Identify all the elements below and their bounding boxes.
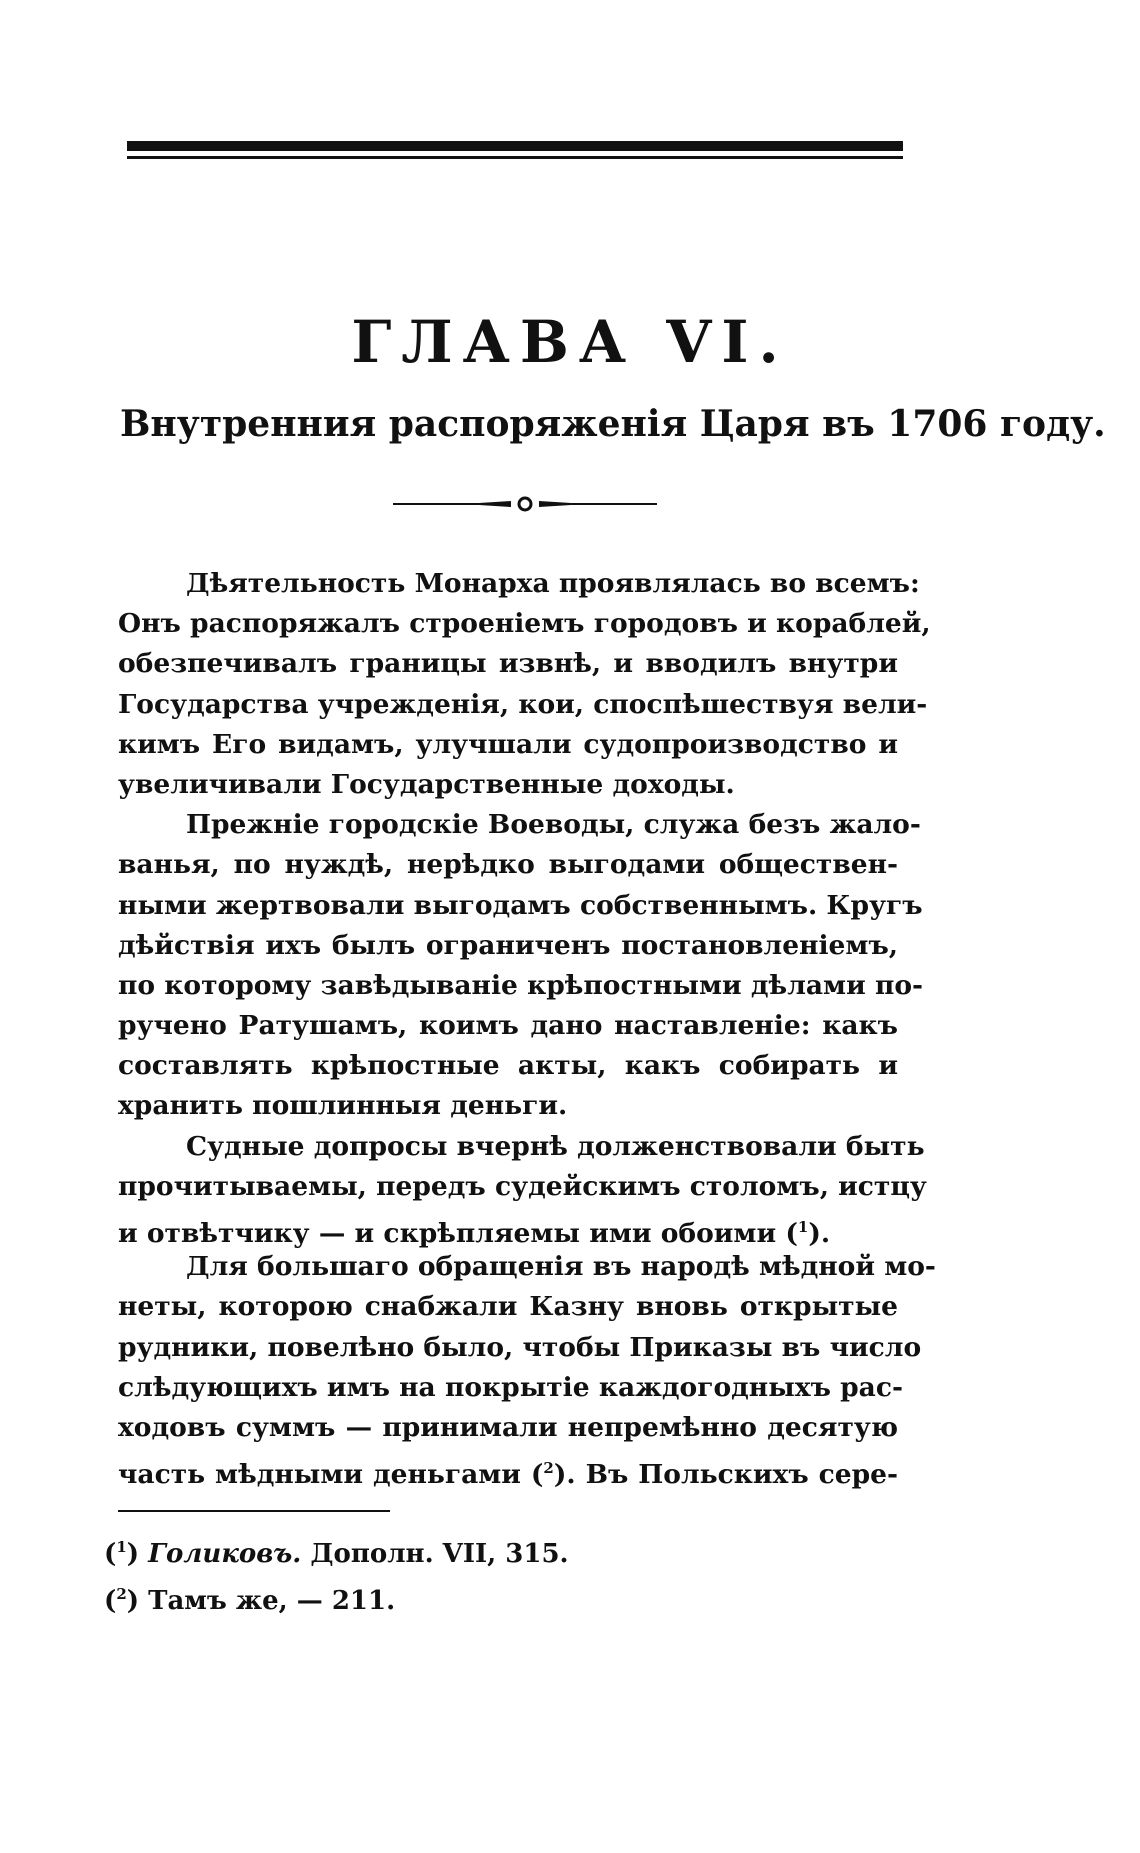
text-line: Онъ распоряжалъ строеніемъ городовъ и кораблей, [118, 608, 931, 640]
text-line: неты, которою снабжали Казну вновь открытые [118, 1291, 898, 1323]
footnote-text: Тамъ же, — 211. [148, 1586, 396, 1616]
paragraph-1 [118, 564, 931, 805]
text-fragment: и отвѣтчику — и скрѣпляемы ими обоими [118, 1218, 777, 1249]
footnote-source: Голиковъ. [148, 1539, 302, 1569]
text-line: Дѣятельность Монарха проявлялась во всемъ: [186, 568, 920, 599]
text-line: составлять крѣпостные акты, какъ собирать и [118, 1050, 898, 1082]
text-line: прочитываемы, передъ судейскимъ столомъ, истцу [118, 1170, 927, 1202]
text-line: Для большаго обращенія въ народѣ мѣдной мо- [186, 1251, 936, 1283]
footnote-2: ($^2$) Тамъ же, — 211. [104, 1585, 396, 1616]
text-line: ными жертвовали выгодамъ собственнымъ. Кругъ [118, 889, 923, 921]
text-line: дѣйствія ихъ былъ ограниченъ постановленіемъ, [118, 929, 898, 961]
text-line: слѣдующихъ имъ на покрытіе каждогодныхъ рас- [118, 1371, 903, 1403]
footnote-1: ($^1$) Голиковъ. Дополн. VII, 315. [104, 1538, 569, 1569]
text-line: Прежніе городскіе Воеводы, служа безъ жало- [186, 809, 921, 841]
text-line: ходовъ суммъ — принимали непремѣнно десятую [118, 1411, 898, 1443]
footnote-ref: 1 [797, 1218, 809, 1236]
footnote-text: Дополн. VII, 315. [310, 1539, 569, 1569]
footnote-number: 1 [116, 1538, 127, 1556]
text-line: ручено Ратушамъ, коимъ дано наставленіе: какъ [118, 1010, 898, 1042]
paragraph-3 [118, 1127, 927, 1249]
text-line: по которому завѣдываніе крѣпостными дѣлами по- [118, 969, 924, 1001]
text-line-with-note: часть мѣдными деньгами ($^2$). Въ Польскихъ сере- [118, 1459, 898, 1491]
footnote-ref: 2 [543, 1459, 554, 1478]
text-fragment: часть мѣдными деньгами [118, 1459, 521, 1491]
paragraph-4 [118, 1247, 936, 1491]
chapter-title: ГЛАВА VI. [351, 308, 789, 376]
text-line: обезпечивалъ границы извнѣ, и вводилъ внутри [118, 648, 898, 680]
chapter-subtitle: Внутренния распоряженія Царя въ 1706 году. [120, 403, 1106, 445]
header-rule [127, 141, 903, 159]
text-line: хранить пошлинныя деньги. [118, 1090, 568, 1122]
ornament-divider [393, 492, 657, 516]
paragraph-2 [118, 805, 924, 1127]
text-line: увеличивали Государственные доходы. [118, 768, 735, 800]
text-fragment: Въ Польскихъ сере- [585, 1459, 898, 1491]
text-line: Государства учрежденія, кои, споспѣшествуя вели- [118, 688, 928, 720]
text-line-with-note: и отвѣтчику — и скрѣпляемы ими обоими ($^1$). [118, 1218, 831, 1249]
text-line: рудники, повелѣно было, чтобы Приказы въ число [118, 1331, 922, 1363]
text-line: Судные допросы вчернѣ долженствовали быть [186, 1130, 925, 1162]
footnotes [104, 1527, 804, 1621]
footnote-number: 2 [116, 1585, 127, 1603]
footnote-rule [118, 1510, 390, 1512]
body-text [118, 564, 936, 1491]
text-line: ванья, по нуждѣ, нерѣдко выгодами обществен- [118, 849, 898, 881]
text-line: кимъ Его видамъ, улучшали судопроизводство и [118, 728, 898, 760]
